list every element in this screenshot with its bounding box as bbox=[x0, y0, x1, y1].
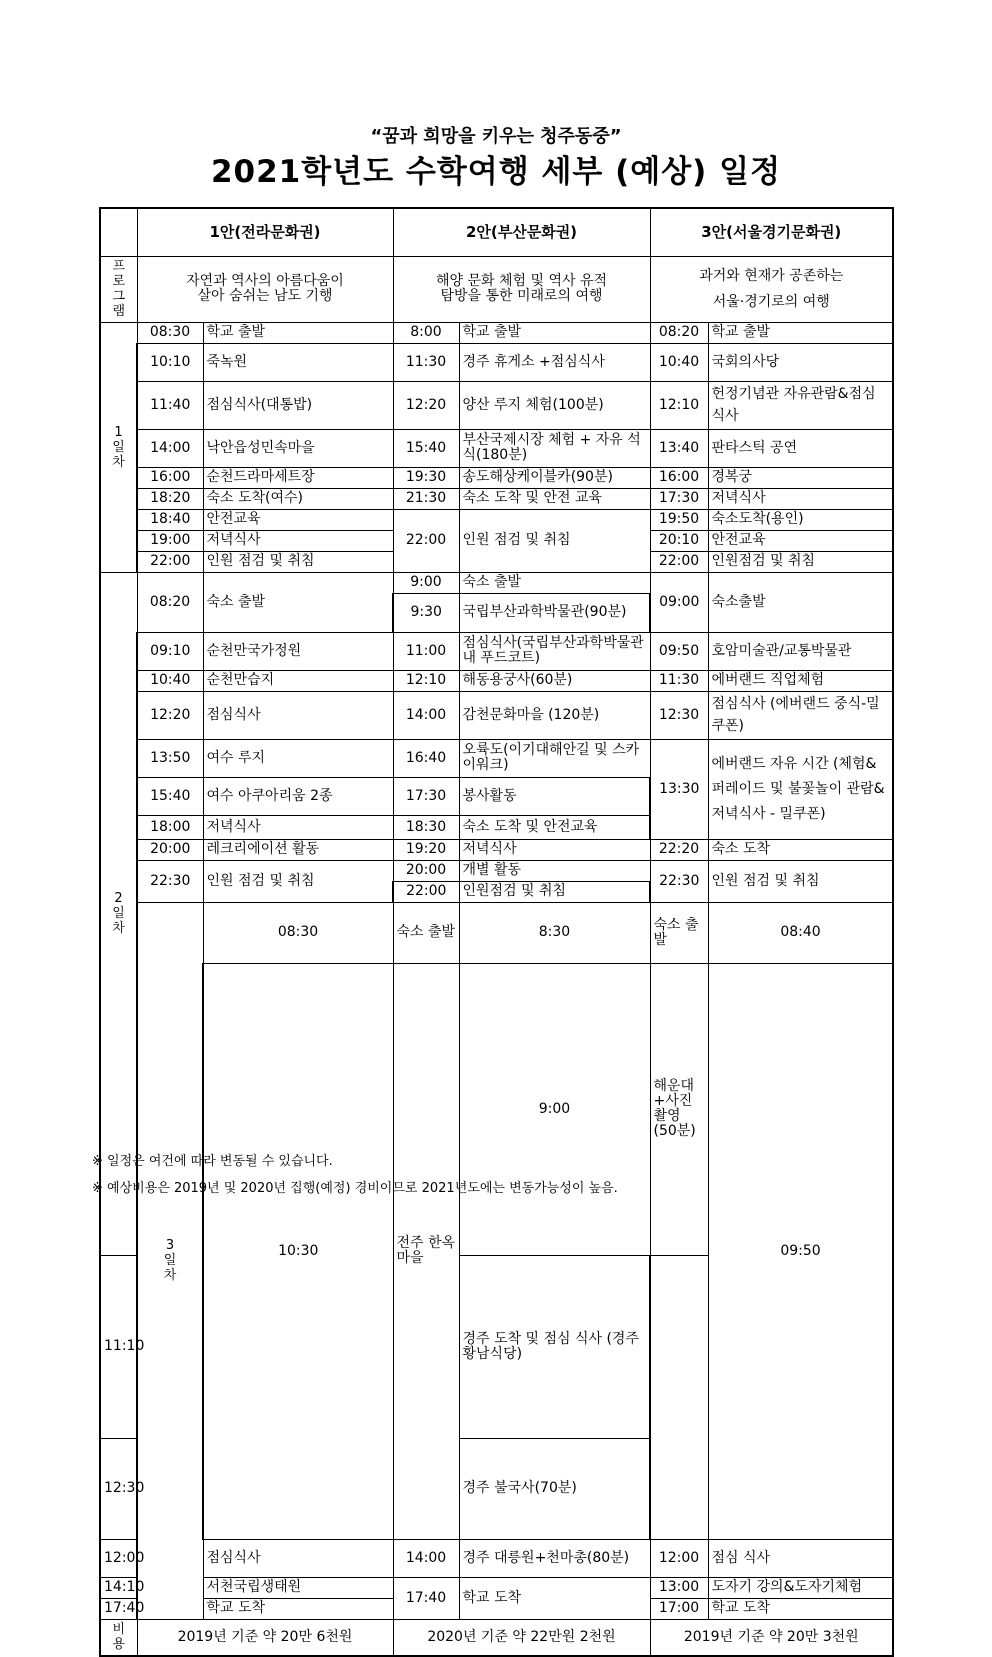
activity-cell: 숙소출발 bbox=[708, 572, 893, 632]
activity-cell: 인원점검 및 취침 bbox=[459, 881, 650, 902]
plan3-header: 3안(서울경기문화권) bbox=[650, 208, 893, 256]
plan3-cost: 2019년 기준 약 20만 3천원 bbox=[650, 1619, 893, 1656]
activity-cell: 부산국제시장 체험 + 자유 석식(180분) bbox=[459, 429, 650, 467]
activity-cell: 인원 점검 및 취침 bbox=[203, 860, 393, 902]
activity-cell: 순천드라마세트장 bbox=[203, 467, 393, 488]
activity-cell: 호암미술관/교통박물관 bbox=[708, 632, 893, 670]
time-cell: 20:00 bbox=[393, 860, 459, 881]
plan2-header: 2안(부산문화권) bbox=[393, 208, 650, 256]
page-title: 2021학년도 수학여행 세부 (예상) 일정 bbox=[210, 154, 782, 190]
activity-cell: 순천만국가정원 bbox=[203, 632, 393, 670]
time-cell: 14:00 bbox=[137, 429, 203, 467]
activity-cell: 숙소도착(용인) bbox=[708, 509, 893, 530]
time-cell: 22:20 bbox=[650, 839, 708, 860]
activity-cell: 여수 아쿠아리움 2종 bbox=[203, 777, 393, 815]
time-cell: 17:00 bbox=[650, 1598, 708, 1619]
plan2-cost: 2020년 기준 약 22만원 2천원 bbox=[393, 1619, 650, 1656]
time-cell: 14:00 bbox=[393, 691, 459, 739]
activity-cell: 에버랜드 자유 시간 (체험&퍼레이드 및 불꽃놀이 관람& 저녁식사 - 밀쿠폰) bbox=[708, 739, 893, 839]
time-cell: 18:20 bbox=[137, 488, 203, 509]
activity-cell: 해운대+사진 촬영 (50분) bbox=[650, 963, 708, 1256]
time-cell: 19:50 bbox=[650, 509, 708, 530]
table-row bbox=[100, 1577, 893, 1598]
time-cell: 17:30 bbox=[650, 488, 708, 509]
time-cell: 19:00 bbox=[137, 530, 203, 551]
header-row bbox=[100, 208, 893, 256]
table-row bbox=[100, 572, 893, 593]
time-cell: 10:30 bbox=[203, 963, 393, 1539]
time-cell: 20:00 bbox=[137, 839, 203, 860]
time-cell: 20:10 bbox=[650, 530, 708, 551]
time-cell: 8:30 bbox=[459, 902, 650, 963]
time-cell: 9:30 bbox=[393, 593, 459, 632]
activity-cell: 도자기 강의&도자기체험 bbox=[708, 1577, 893, 1598]
activity-cell: 경주 휴게소 +점심식사 bbox=[459, 343, 650, 381]
time-cell: 16:00 bbox=[650, 467, 708, 488]
table-row bbox=[100, 1539, 893, 1577]
program-label: 프 로 그 램 bbox=[100, 256, 137, 322]
table-row bbox=[100, 488, 893, 509]
time-cell: 12:20 bbox=[137, 691, 203, 739]
time-cell: 12:10 bbox=[393, 670, 459, 691]
day1-label: 1 일 차 bbox=[100, 322, 137, 572]
activity-cell: 학교 도착 bbox=[203, 1598, 393, 1619]
table-row bbox=[100, 381, 893, 429]
activity-cell: 인원점검 및 취침 bbox=[708, 551, 893, 572]
activity-cell: 인원 점검 및 취침 bbox=[203, 551, 393, 572]
schedule-table bbox=[99, 207, 894, 1657]
activity-cell: 인원 점검 및 취침 bbox=[459, 509, 650, 572]
time-cell: 17:40 bbox=[100, 1598, 137, 1619]
activity-cell: 경주 도착 및 점심 식사 (경주 황남식당) bbox=[459, 1256, 650, 1438]
activity-cell: 저녁식사 bbox=[203, 530, 393, 551]
time-cell: 12:30 bbox=[100, 1438, 137, 1539]
activity-cell: 숙소 도착(여수) bbox=[203, 488, 393, 509]
time-cell: 22:30 bbox=[137, 860, 203, 902]
time-cell: 14:00 bbox=[393, 1539, 459, 1577]
activity-cell: 낙안읍성민속마을 bbox=[203, 429, 393, 467]
day2-label: 2 일 차 bbox=[100, 572, 137, 1256]
activity-cell: 점심식사(국립부산과학박물관 내 푸드코트) bbox=[459, 632, 650, 670]
plan2-program: 해양 문화 체험 및 역사 유적 탐방을 통한 미래로의 여행 bbox=[393, 256, 650, 322]
corner-cell bbox=[100, 208, 137, 256]
cost-row bbox=[100, 1619, 893, 1656]
activity-cell: 경주 대릉원+천마총(80분) bbox=[459, 1539, 650, 1577]
activity-cell: 순천만습지 bbox=[203, 670, 393, 691]
table-row bbox=[100, 839, 893, 860]
activity-cell: 전주 한옥마을 bbox=[393, 963, 459, 1539]
time-cell: 22:00 bbox=[393, 509, 459, 572]
activity-cell: 점심식사 bbox=[203, 691, 393, 739]
time-cell: 08:40 bbox=[708, 902, 893, 963]
activity-cell: 개별 활동 bbox=[459, 860, 650, 881]
time-cell: 8:00 bbox=[393, 322, 459, 343]
activity-cell: 판타스틱 공연 bbox=[708, 429, 893, 467]
activity-cell: 안전교육 bbox=[708, 530, 893, 551]
time-cell: 16:40 bbox=[393, 739, 459, 777]
activity-cell: 경주 불국사(70분) bbox=[459, 1438, 650, 1539]
time-cell: 17:40 bbox=[393, 1577, 459, 1619]
time-cell: 12:10 bbox=[650, 381, 708, 429]
program-row bbox=[100, 256, 893, 322]
time-cell: 22:00 bbox=[650, 551, 708, 572]
time-cell: 18:30 bbox=[393, 815, 459, 839]
table-row bbox=[100, 632, 893, 670]
activity-cell: 숙소 도착 bbox=[708, 839, 893, 860]
activity-cell: 숙소 출발 bbox=[393, 902, 459, 963]
activity-cell: 저녁식사 bbox=[459, 839, 650, 860]
time-cell: 10:40 bbox=[137, 670, 203, 691]
activity-cell: 여수 루지 bbox=[203, 739, 393, 777]
table-row bbox=[100, 670, 893, 691]
time-cell: 18:40 bbox=[137, 509, 203, 530]
activity-cell: 학교 출발 bbox=[203, 322, 393, 343]
table-row bbox=[100, 322, 893, 343]
activity-cell: 국립부산과학박물관(90분) bbox=[459, 593, 650, 632]
time-cell: 19:20 bbox=[393, 839, 459, 860]
time-cell: 12:20 bbox=[393, 381, 459, 429]
activity-cell: 점심식사 (에버랜드 중식-밀쿠폰) bbox=[708, 691, 893, 739]
activity-cell: 숙소 도착 및 안전교육 bbox=[459, 815, 650, 839]
activity-cell: 저녁식사 bbox=[203, 815, 393, 839]
activity-cell: 학교 도착 bbox=[459, 1577, 650, 1619]
activity-cell: 죽녹원 bbox=[203, 343, 393, 381]
activity-cell: 국회의사당 bbox=[708, 343, 893, 381]
time-cell: 13:30 bbox=[650, 739, 708, 839]
activity-cell: 양산 루지 체험(100분) bbox=[459, 381, 650, 429]
activity-cell: 오륙도(이기대해안길 및 스카이워크) bbox=[459, 739, 650, 777]
time-cell: 22:00 bbox=[137, 551, 203, 572]
time-cell: 9:00 bbox=[459, 963, 650, 1256]
time-cell: 15:40 bbox=[393, 429, 459, 467]
time-cell: 09:10 bbox=[137, 632, 203, 670]
footnotes bbox=[92, 1148, 618, 1202]
table-row bbox=[100, 429, 893, 467]
time-cell: 13:40 bbox=[650, 429, 708, 467]
cost-label: 비 용 bbox=[100, 1619, 137, 1656]
activity-cell: 숙소 출발 bbox=[459, 572, 650, 593]
table-row bbox=[100, 343, 893, 381]
table-row bbox=[100, 860, 893, 881]
activity-cell: 송도해상케이블카(90분) bbox=[459, 467, 650, 488]
activity-cell: 레크리에이션 활동 bbox=[203, 839, 393, 860]
activity-cell: 숙소 출발 bbox=[650, 902, 708, 963]
time-cell: 9:00 bbox=[393, 572, 459, 593]
activity-cell: 학교 출발 bbox=[708, 322, 893, 343]
time-cell: 18:00 bbox=[137, 815, 203, 839]
time-cell: 08:20 bbox=[650, 322, 708, 343]
time-cell: 13:00 bbox=[650, 1577, 708, 1598]
time-cell: 21:30 bbox=[393, 488, 459, 509]
activity-cell: 저녁식사 bbox=[708, 488, 893, 509]
activity-cell: 서천국립생태원 bbox=[203, 1577, 393, 1598]
time-cell: 09:50 bbox=[708, 963, 893, 1539]
table-row bbox=[100, 739, 893, 777]
activity-cell: 점심식사(대통밥) bbox=[203, 381, 393, 429]
time-cell: 08:20 bbox=[137, 572, 203, 632]
plan1-program: 자연과 역사의 아름다움이 살아 숨쉬는 남도 기행 bbox=[137, 256, 393, 322]
activity-cell: 안전교육 bbox=[203, 509, 393, 530]
plan1-header: 1안(전라문화권) bbox=[137, 208, 393, 256]
activity-cell: 학교 도착 bbox=[708, 1598, 893, 1619]
time-cell: 11:00 bbox=[393, 632, 459, 670]
activity-cell: 헌정기념관 자유관람&점심식사 bbox=[708, 381, 893, 429]
time-cell: 12:00 bbox=[650, 1539, 708, 1577]
time-cell: 08:30 bbox=[203, 902, 393, 963]
activity-cell: 인원 점검 및 취침 bbox=[708, 860, 893, 902]
time-cell: 08:30 bbox=[137, 322, 203, 343]
time-cell: 19:30 bbox=[393, 467, 459, 488]
time-cell: 16:00 bbox=[137, 467, 203, 488]
table-row bbox=[100, 691, 893, 739]
table-row bbox=[100, 963, 893, 1256]
activity-cell: 숙소 도착 및 안전 교육 bbox=[459, 488, 650, 509]
time-cell: 22:30 bbox=[650, 860, 708, 902]
activity-cell: 숙소 출발 bbox=[203, 572, 393, 632]
footnote-cost-change: ※ 예상비용은 2019년 및 2020년 집행(예정) 경비이므로 2021년도에는 변동가능성이 높음. bbox=[92, 1181, 618, 1196]
time-cell: 15:40 bbox=[137, 777, 203, 815]
time-cell: 22:00 bbox=[393, 881, 459, 902]
activity-cell: 봉사활동 bbox=[459, 777, 650, 815]
day3-label: 3 일 차 bbox=[137, 902, 203, 1619]
time-cell: 12:30 bbox=[650, 691, 708, 739]
time-cell: 11:10 bbox=[100, 1256, 137, 1438]
activity-cell: 점심식사 bbox=[203, 1539, 393, 1577]
time-cell: 09:50 bbox=[650, 632, 708, 670]
table-row bbox=[100, 467, 893, 488]
time-cell: 11:40 bbox=[137, 381, 203, 429]
activity-cell: 에버랜드 직업체험 bbox=[708, 670, 893, 691]
time-cell: 09:00 bbox=[650, 572, 708, 632]
table-row bbox=[100, 509, 893, 530]
activity-cell: 감천문화마을 (120분) bbox=[459, 691, 650, 739]
plan3-program: 과거와 현재가 공존하는 서울·경기로의 여행 bbox=[650, 256, 893, 322]
footnote-schedule-change: ※ 일정은 여건에 따라 변동될 수 있습니다. bbox=[92, 1154, 333, 1169]
time-cell: 11:30 bbox=[650, 670, 708, 691]
table-row bbox=[100, 902, 893, 963]
time-cell: 17:30 bbox=[393, 777, 459, 815]
time-cell: 12:00 bbox=[100, 1539, 137, 1577]
plan1-cost: 2019년 기준 약 20만 6천원 bbox=[137, 1619, 393, 1656]
time-cell: 13:50 bbox=[137, 739, 203, 777]
activity-cell: 점심 식사 bbox=[708, 1539, 893, 1577]
activity-cell: 경복궁 bbox=[708, 467, 893, 488]
activity-cell: 해동용궁사(60분) bbox=[459, 670, 650, 691]
time-cell: 14:10 bbox=[100, 1577, 137, 1598]
time-cell: 10:40 bbox=[650, 343, 708, 381]
time-cell: 11:30 bbox=[393, 343, 459, 381]
slogan: “꿈과 희망을 키우는 청주동중” bbox=[370, 126, 622, 147]
activity-cell: 학교 출발 bbox=[459, 322, 650, 343]
time-cell: 10:10 bbox=[137, 343, 203, 381]
